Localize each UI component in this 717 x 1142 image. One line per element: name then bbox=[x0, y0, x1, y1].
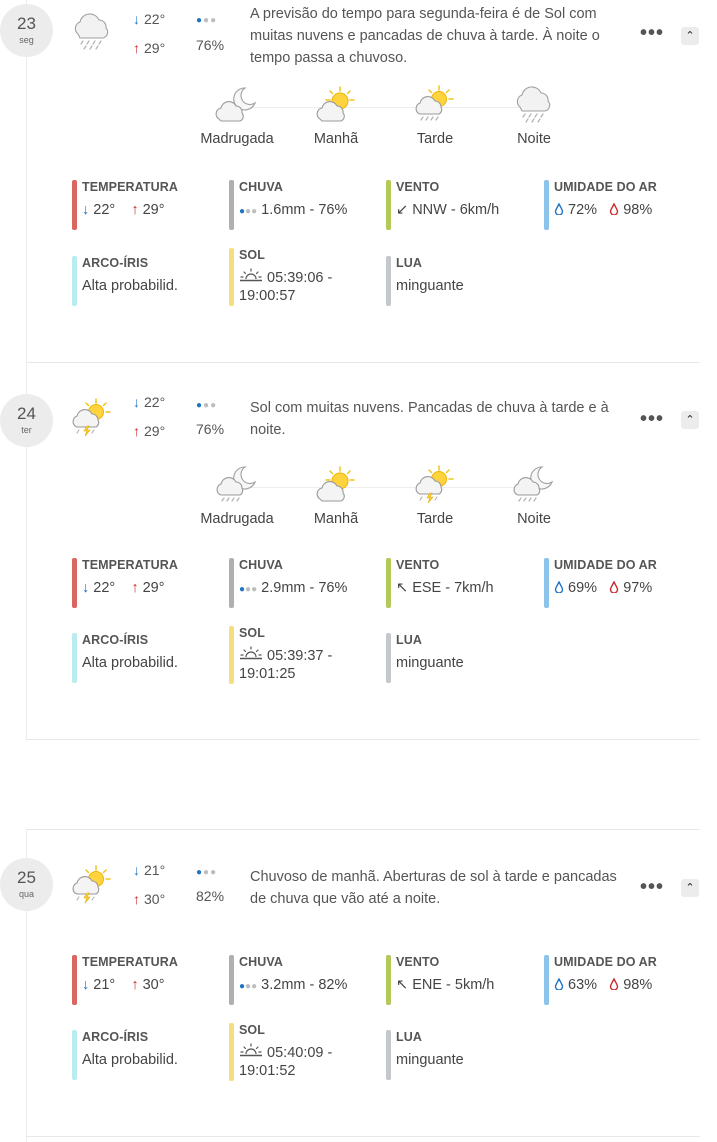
sun-cloud-icon bbox=[314, 85, 358, 125]
drop-icon bbox=[609, 978, 619, 990]
rain-probability: 76% bbox=[196, 421, 225, 437]
stat-value: minguante bbox=[396, 1052, 464, 1068]
stat-rainbow bbox=[72, 256, 178, 306]
stat-humidity: UMIDADE DO AR 72% 98% bbox=[544, 180, 657, 230]
arrow-up-icon: ↑ bbox=[133, 40, 140, 56]
weekday: ter bbox=[21, 425, 32, 435]
stat-title: CHUVA bbox=[239, 558, 284, 572]
arrow-up-icon: ↑ bbox=[131, 977, 139, 993]
arrow-down-icon: ↓ bbox=[133, 394, 140, 410]
max-temp: ↑ 29° bbox=[133, 423, 166, 439]
period-label: Madrugada bbox=[200, 131, 274, 147]
chevron-up-icon: ⌃ bbox=[685, 414, 695, 426]
chevron-up-icon: ⌃ bbox=[685, 30, 695, 42]
period-forecast bbox=[185, 465, 585, 545]
more-options-icon[interactable]: ••• bbox=[640, 22, 665, 44]
stat-temperature: TEMPERATURA ↓ 21° ↑ 30° bbox=[72, 955, 178, 1005]
period-madrugada bbox=[187, 465, 287, 527]
stat-title: TEMPERATURA bbox=[82, 180, 179, 194]
sunset-time: 19:01:25 bbox=[239, 666, 296, 682]
date-badge bbox=[0, 394, 53, 447]
stat-title: TEMPERATURA bbox=[82, 955, 179, 969]
stat-title: VENTO bbox=[396, 558, 440, 572]
period-forecast bbox=[185, 85, 585, 165]
forecast-description: Chuvoso de manhã. Aberturas de sol à tarde e pancadas de chuva que vão até a noite. bbox=[250, 869, 617, 907]
stat-rain: CHUVA ●●● 3.2mm - 82% bbox=[229, 955, 347, 1005]
arrow-down-icon: ↓ bbox=[133, 862, 140, 878]
stat-moon bbox=[386, 1030, 464, 1080]
day-number: 23 bbox=[17, 14, 36, 33]
moon-cloud-rain-icon bbox=[215, 465, 259, 505]
drop-icon bbox=[554, 581, 564, 593]
stat-sun: SOL 05:39:06 - 19:00:57 bbox=[229, 248, 332, 306]
stat-title: CHUVA bbox=[239, 180, 284, 194]
arrow-up-icon: ↑ bbox=[133, 423, 140, 439]
collapse-button[interactable] bbox=[681, 879, 699, 897]
max-temp: ↑ 29° bbox=[133, 40, 166, 56]
period-label: Manhã bbox=[313, 511, 359, 527]
rain-probability: 82% bbox=[196, 888, 225, 904]
more-options-icon[interactable]: ••• bbox=[640, 876, 665, 898]
rain-cloud-icon bbox=[70, 12, 114, 52]
sun-cloud-storm-icon bbox=[413, 465, 457, 505]
stat-humidity: UMIDADE DO AR 69% 97% bbox=[544, 558, 657, 608]
stat-title: ARCO-ÍRIS bbox=[82, 633, 149, 647]
period-label: Manhã bbox=[313, 131, 359, 147]
stat-value: minguante bbox=[396, 278, 464, 294]
rain-drops-icon: ●●● bbox=[196, 867, 218, 878]
rain-cloud-icon bbox=[512, 85, 556, 125]
rain-drops-icon: ●●● bbox=[239, 206, 258, 217]
stat-title: ARCO-ÍRIS bbox=[82, 256, 149, 270]
stat-humidity: UMIDADE DO AR 63% 98% bbox=[544, 955, 657, 1005]
period-label: Tarde bbox=[416, 511, 454, 527]
period-noite bbox=[484, 85, 584, 147]
moon-cloud-rain-icon bbox=[512, 465, 556, 505]
max-temp: ↑ 30° bbox=[133, 891, 166, 907]
stat-wind: VENTO ↖ ENE - 5km/h bbox=[386, 955, 494, 1005]
chevron-up-icon: ⌃ bbox=[685, 882, 695, 894]
rain-drops-icon: ●●● bbox=[239, 584, 258, 595]
stat-title: UMIDADE DO AR bbox=[554, 180, 657, 194]
stat-wind: VENTO ↖ ESE - 7km/h bbox=[386, 558, 494, 608]
arrow-down-icon: ↓ bbox=[82, 202, 90, 218]
stat-title: LUA bbox=[396, 256, 422, 270]
period-label: Tarde bbox=[416, 131, 454, 147]
stat-title: SOL bbox=[239, 626, 265, 640]
arrow-down-icon: ↓ bbox=[82, 977, 90, 993]
collapse-button[interactable] bbox=[681, 27, 699, 45]
arrow-up-icon: ↑ bbox=[131, 580, 139, 596]
stat-title: VENTO bbox=[396, 180, 440, 194]
period-label: Noite bbox=[517, 131, 551, 147]
arrow-up-icon: ↑ bbox=[131, 202, 139, 218]
period-noite bbox=[484, 465, 584, 527]
stat-title: CHUVA bbox=[239, 955, 284, 969]
period-tarde bbox=[385, 85, 485, 147]
stat-title: LUA bbox=[396, 633, 422, 647]
stat-value: Alta probabilid. bbox=[82, 1052, 178, 1068]
stat-value: minguante bbox=[396, 655, 464, 671]
sunrise-icon bbox=[239, 268, 263, 282]
period-manha bbox=[286, 465, 386, 527]
forecast-description: Sol com muitas nuvens. Pancadas de chuva à tarde e à noite. bbox=[250, 400, 609, 438]
stat-value: Alta probabilid. bbox=[82, 278, 178, 294]
date-badge bbox=[0, 858, 53, 911]
sun-cloud-icon bbox=[314, 465, 358, 505]
day-number: 24 bbox=[17, 404, 36, 423]
period-tarde bbox=[385, 465, 485, 527]
stat-title: SOL bbox=[239, 248, 265, 262]
stat-title: TEMPERATURA bbox=[82, 558, 179, 572]
sunset-time: 19:01:52 bbox=[239, 1063, 296, 1079]
rain-probability: 76% bbox=[196, 37, 225, 53]
stat-value: Alta probabilid. bbox=[82, 655, 178, 671]
drop-icon bbox=[554, 978, 564, 990]
day-separator bbox=[26, 1136, 700, 1137]
day-forecast-3 bbox=[0, 829, 717, 1142]
sunrise-icon bbox=[239, 1043, 263, 1057]
drop-icon bbox=[609, 203, 619, 215]
arrow-down-icon: ↓ bbox=[133, 11, 140, 27]
day-forecast-1 bbox=[0, 0, 717, 362]
stat-moon bbox=[386, 256, 464, 306]
sunrise-icon bbox=[239, 646, 263, 660]
stat-rainbow bbox=[72, 633, 178, 683]
stat-title: ARCO-ÍRIS bbox=[82, 1030, 149, 1044]
min-temp: ↓ 22° bbox=[133, 394, 166, 410]
rain-drops-icon: ●●● bbox=[239, 981, 258, 992]
arrow-down-icon: ↓ bbox=[82, 580, 90, 596]
min-temp: ↓ 22° bbox=[133, 11, 166, 27]
period-madrugada bbox=[187, 85, 287, 147]
stat-sun: SOL 05:39:37 - 19:01:25 bbox=[229, 626, 332, 684]
weekday: qua bbox=[18, 889, 35, 899]
wind-direction-icon: ↙ bbox=[396, 202, 409, 218]
stat-sun: SOL 05:40:09 - 19:01:52 bbox=[229, 1023, 332, 1081]
period-label: Madrugada bbox=[200, 511, 274, 527]
period-label: Noite bbox=[517, 511, 551, 527]
wind-direction-icon: ↖ bbox=[396, 580, 409, 596]
rain-drops-icon: ●●● bbox=[196, 15, 218, 26]
drop-icon bbox=[609, 581, 619, 593]
stat-rain: CHUVA ●●● 2.9mm - 76% bbox=[229, 558, 347, 608]
stat-wind: VENTO ↙ NNW - 6km/h bbox=[386, 180, 499, 230]
sun-cloud-storm-icon bbox=[70, 865, 114, 905]
stat-title: UMIDADE DO AR bbox=[554, 955, 657, 969]
stat-temperature: TEMPERATURA ↓ 22° ↑ 29° bbox=[72, 558, 178, 608]
min-temp: ↓ 21° bbox=[133, 862, 166, 878]
sun-cloud-storm-icon bbox=[70, 398, 114, 438]
arrow-up-icon: ↑ bbox=[133, 891, 140, 907]
day-number: 25 bbox=[17, 868, 36, 887]
day-forecast-2 bbox=[0, 362, 717, 739]
day-separator bbox=[26, 739, 700, 740]
moon-cloud-icon bbox=[215, 85, 259, 125]
stat-title: VENTO bbox=[396, 955, 440, 969]
stat-temperature: TEMPERATURA ↓ 22° ↑ 29° bbox=[72, 180, 178, 230]
more-options-icon[interactable]: ••• bbox=[640, 408, 665, 430]
wind-direction-icon: ↖ bbox=[396, 977, 409, 993]
period-manha bbox=[286, 85, 386, 147]
sunset-time: 19:00:57 bbox=[239, 288, 296, 304]
drop-icon bbox=[554, 203, 564, 215]
rain-drops-icon: ●●● bbox=[196, 400, 218, 411]
forecast-description: A previsão do tempo para segunda-feira é de Sol com muitas nuvens e pancadas de chuva à tarde. À noite o tempo passa a chuvoso. bbox=[250, 6, 600, 66]
collapse-button[interactable] bbox=[681, 411, 699, 429]
stat-rain: CHUVA ●●● 1.6mm - 76% bbox=[229, 180, 347, 230]
stat-title: LUA bbox=[396, 1030, 422, 1044]
stat-title: UMIDADE DO AR bbox=[554, 558, 657, 572]
stat-rainbow bbox=[72, 1030, 178, 1080]
stat-moon bbox=[386, 633, 464, 683]
date-badge bbox=[0, 4, 53, 57]
stat-title: SOL bbox=[239, 1023, 265, 1037]
sun-cloud-rain-icon bbox=[413, 85, 457, 125]
weekday: seg bbox=[19, 35, 34, 45]
